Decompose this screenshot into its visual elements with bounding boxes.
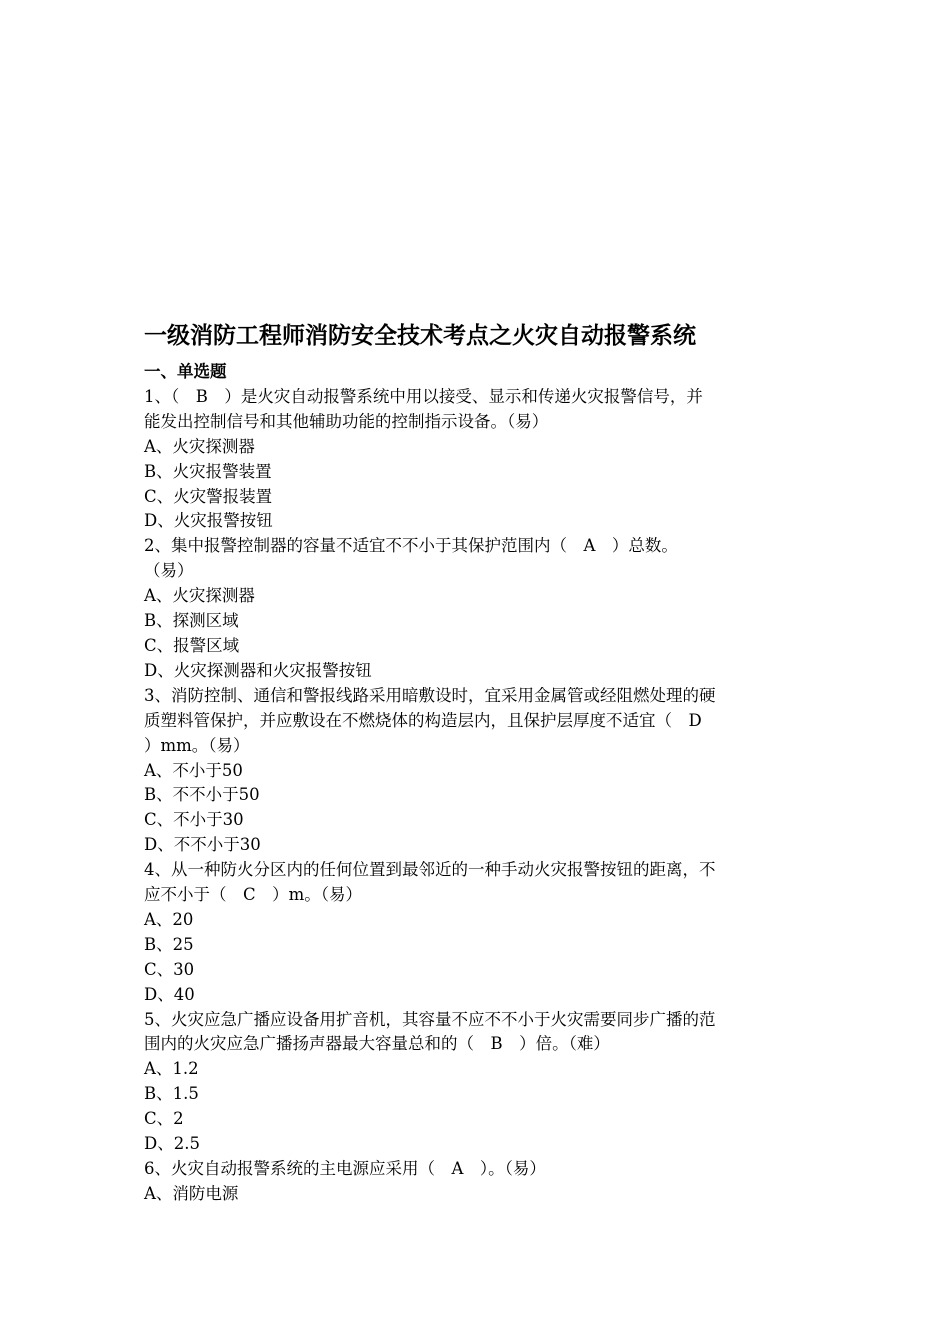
question-stem-line: 围内的火灾应急广播扬声器最大容量总和的（ B ）倍。（难） (144, 1034, 610, 1054)
question-stem-line: 3、消防控制、通信和警报线路采用暗敷设时，宜采用金属管或经阻燃处理的硬 (144, 685, 716, 705)
question-stem (144, 1157, 814, 1182)
question-stem-line: （易） (144, 561, 194, 581)
question-item (144, 858, 814, 1007)
answer-option: B、探测区域 (144, 611, 239, 631)
question-stem-line: 能发出控制信号和其他辅助功能的控制指示设备。（易） (144, 411, 549, 431)
question-stem-line: 4、从一种防火分区内的任何位置到最邻近的一种手动火灾报警按钮的距离，不 (144, 860, 716, 880)
answer-option: A、20 (144, 909, 194, 929)
question-stem-line: 2、集中报警控制器的容量不适宜不不小于其保护范围内（ A ）总数。 (144, 536, 678, 556)
answer-option: D、不不小于30 (144, 835, 261, 855)
question-item (144, 385, 814, 534)
answer-option: C、2 (144, 1109, 184, 1129)
question-stem-line: 5、火灾应急广播应设备用扩音机，其容量不应不不小于火灾需要同步广播的范 (144, 1009, 716, 1029)
document-title: 一级消防工程师消防安全技术考点之火灾自动报警系统 (144, 323, 696, 349)
question-stem-line: ）mm。（易） (144, 735, 250, 755)
answer-option: A、消防电源 (144, 1183, 239, 1203)
answer-option: C、30 (144, 959, 195, 979)
question-stem-line: 质塑料管保护，并应敷设在不燃烧体的构造层内，且保护层厚度不适宜（ D (144, 710, 702, 730)
question-stem-line: 应不小于（ C ）m。（易） (144, 885, 363, 905)
answer-option: C、火灾警报装置 (144, 486, 273, 506)
question-stem (144, 858, 814, 908)
question-stem-line: 1、（ B ）是火灾自动报警系统中用以接受、显示和传递火灾报警信号，并 (144, 386, 703, 406)
answer-option: D、火灾探测器和火灾报警按钮 (144, 660, 372, 680)
question-item (144, 1157, 814, 1207)
answer-option: D、火灾报警按钮 (144, 511, 273, 531)
answer-option: C、不小于30 (144, 810, 244, 830)
question-stem (144, 385, 814, 435)
answer-option: A、火灾探测器 (144, 436, 255, 456)
answer-option: D、40 (144, 984, 195, 1004)
answer-option: A、火灾探测器 (144, 586, 255, 606)
question-stem-line: 6、火灾自动报警系统的主电源应采用（ A ）。（易） (144, 1159, 546, 1178)
question-stem (144, 1008, 814, 1058)
answer-option: B、不不小于50 (144, 785, 260, 805)
answer-option: B、25 (144, 934, 194, 954)
question-stem (144, 684, 814, 759)
section-heading: 一、单选题 (144, 362, 227, 381)
question-stem (144, 534, 814, 584)
answer-option: A、不小于50 (144, 760, 243, 780)
answer-option: D、2.5 (144, 1134, 200, 1154)
question-item (144, 684, 814, 858)
answer-option: C、报警区域 (144, 635, 240, 655)
question-item (144, 1008, 814, 1157)
question-list (144, 385, 814, 1207)
document-content (144, 318, 814, 1207)
answer-option: B、1.5 (144, 1084, 199, 1104)
answer-option: B、火灾报警装置 (144, 461, 272, 481)
question-item (144, 534, 814, 683)
answer-option: A、1.2 (144, 1059, 199, 1079)
